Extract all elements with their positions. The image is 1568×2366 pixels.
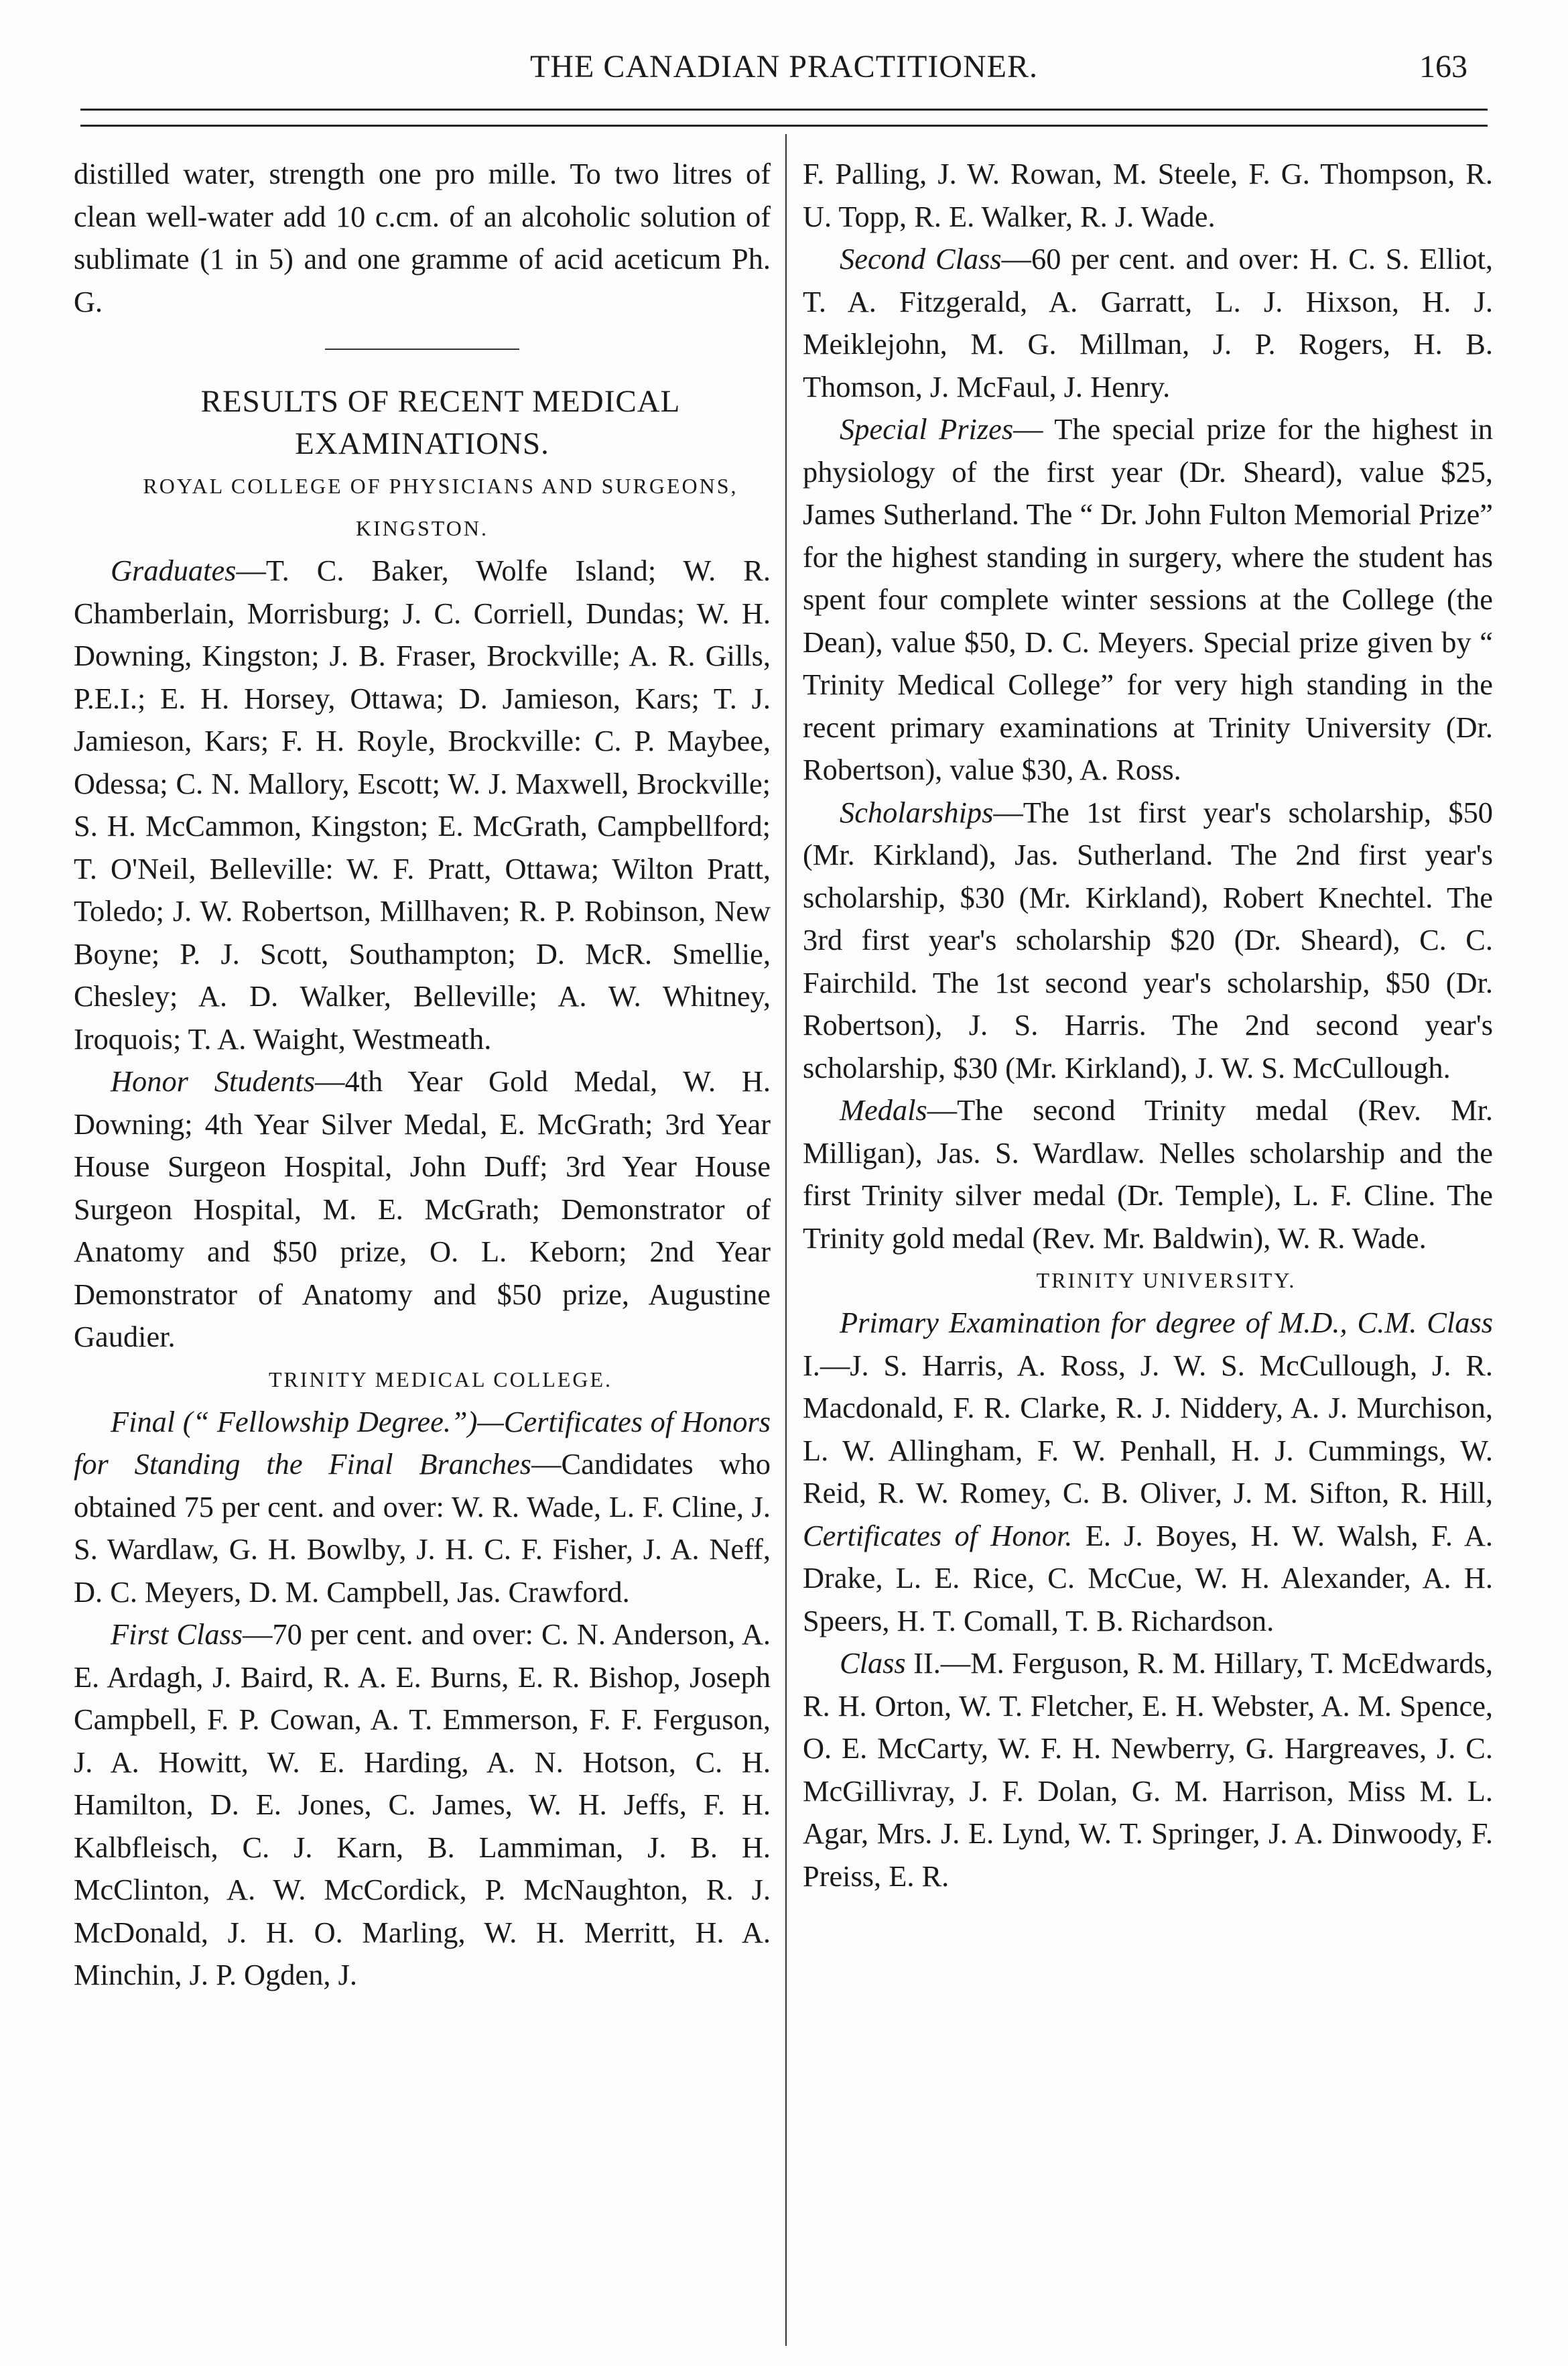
honor-text: —4th Year Gold Medal, W. H. Downing; 4th Year Silver Medal, E. McGrath; 3rd Year House Surgeon Hospital, John Duff; 3rd Year House Surgeon Hospital, M. E. McGrath; Demonstrator of Anatomy and $50 prize, O. L. Keborn; 2nd Year Demonstrator of Anatomy and $50 prize, Augustine Gaudier. <box>74 1064 771 1353</box>
honor-students-paragraph <box>74 1060 771 1359</box>
final-text: —Candidates who obtained 75 per cent. and over: W. R. Wade, L. F. Cline, J. S. Wardlaw, G. H. Bowlby, J. H. C. F. Fisher, J. A. Neff, D. C. Meyers, D. M. Campbell, Jas. Crawford. <box>74 1447 771 1609</box>
graduates-text: —T. C. Baker, Wolfe Island; W. R. Chamberlain, Morrisburg; J. C. Corriell, Dundas; W. H. Downing, Kingston; J. B. Fraser, Brockville; A. R. Gills, P.E.I.; E. H. Horsey, Ottawa; D. Jamieson, Kars; T. J. Jamieson, Kars; F. H. Royle, Brockville: C. P. Maybee, Odessa; C. N. Mallory, Escott; W. J. Maxwell, Brockville; S. H. McCammon, Kingston; E. McGrath, Campbellford; T. O'Neil, Belleville: W. F. Pratt, Ottawa; Wilton Pratt, Toledo; J. W. Robertson, Millhaven; R. P. Robinson, New Boyne; P. J. Scott, Southampton; D. McR. Smellie, Chesley; A. D. Walker, Belleville; A. W. Whitney, Iroquois; T. A. Waight, Westmeath. <box>74 554 771 1056</box>
medals-lead: Medals <box>840 1093 927 1127</box>
special-prizes-text: — The special prize for the highest in physiology of the first year (Dr. Sheard), value $25, James Sutherland. The “ Dr. John Fulton Memorial Prize” for the highest standing in surgery, where the student has spent four complete winter sessions at the College (the Dean), value $50, D. C. Meyers. Special prize given by “ Trinity Medical College” for very high standing in the recent primary examinations at Trinity University (Dr. Robertson), value $30, A. Ross. <box>803 412 1493 786</box>
medals-paragraph <box>803 1089 1493 1259</box>
final-paragraph <box>74 1401 771 1614</box>
header-rule-double <box>80 125 1488 127</box>
special-prizes-lead: Special Prizes <box>840 412 1014 446</box>
page-number: 163 <box>1419 49 1467 84</box>
final-lead: Final (“ Fellowship Degree.”)—Certificates of Honors for Standing the Final Branches <box>74 1404 771 1481</box>
class-two-lead: Class <box>840 1646 906 1680</box>
first-class-lead: First Class <box>111 1617 243 1651</box>
column-divider <box>785 134 787 2346</box>
class-two-text: II.—M. Ferguson, R. M. Hillary, T. McEdwards, R. H. Orton, W. T. Fletcher, E. H. Webster, A. M. Spence, O. E. McCarty, W. F. H. Newberry, G. Hargreaves, J. C. McGillivray, J. F. Dolan, G. M. Harrison, Miss M. L. Agar, Mrs. J. E. Lynd, W. T. Springer, J. A. Dinwoody, F. Preiss, E. R. <box>803 1646 1493 1893</box>
scholarships-paragraph <box>803 792 1493 1090</box>
section-divider <box>325 349 519 350</box>
scholarships-text: —The 1st first year's scholarship, $50 (Mr. Kirkland), Jas. Sutherland. The 2nd first year's scholarship, $30 (Mr. Kirkland), Robert Knechtel. The 3rd first year's scholarship $20 (Dr. Sheard), C. C. Fairchild. The 1st second year's scholarship, $50 (Dr. Robertson), J. S. Harris. The 2nd second year's scholarship, $30 (Mr. Kirkland), J. W. S. McCullough. <box>803 795 1493 1084</box>
primary-paragraph <box>803 1302 1493 1642</box>
graduates-lead: Graduates <box>111 554 237 587</box>
first-class-text: —70 per cent. and over: C. N. Anderson, A. E. Ardagh, J. Baird, R. A. E. Burns, E. R. Bishop, Joseph Campbell, F. P. Cowan, A. T. Emmerson, F. F. Ferguson, J. A. Howitt, W. E. Harding, A. N. Hotson, C. H. Hamilton, D. E. Jones, C. James, W. H. Jeffs, F. H. Kalbfleisch, C. J. Karn, B. Lammiman, J. B. H. McClinton, A. W. McCordick, P. McNaughton, R. J. McDonald, J. H. O. Marling, W. H. Merritt, H. A. Minchin, J. P. Ogden, J. <box>74 1617 771 1991</box>
second-class-lead: Second Class <box>840 242 1002 275</box>
primary-text: I.—J. S. Harris, A. Ross, J. W. S. McCullough, J. R. Macdonald, F. R. Clarke, R. J. Niddery, A. J. Murchison, L. W. Allingham, F. W. Penhall, H. J. Cummings, W. Reid, R. W. Romey, C. B. Oliver, J. M. Sifton, R. Hill, <box>803 1348 1493 1509</box>
running-title: THE CANADIAN PRACTITIONER. <box>530 49 1038 84</box>
running-head <box>0 48 1568 102</box>
second-class-text: —60 per cent. and over: H. C. S. Elliot, T. A. Fitzgerald, A. Garratt, L. J. Hixson, H. J. Meiklejohn, M. G. Millman, J. P. Rogers, H. B. Thomson, J. McFaul, J. Henry. <box>803 242 1493 403</box>
honor-lead: Honor Students <box>111 1064 316 1098</box>
left-column <box>74 153 771 1997</box>
scholarships-lead: Scholarships <box>840 795 994 829</box>
first-class-paragraph <box>74 1613 771 1997</box>
special-prizes-paragraph <box>803 408 1493 792</box>
section-heading: RESULTS OF RECENT MEDICAL EXAMINATIONS. <box>200 384 681 461</box>
second-class-paragraph <box>803 238 1493 408</box>
continued-paragraph: F. Palling, J. W. Rowan, M. Steele, F. G. Thompson, R. U. Topp, R. E. Walker, R. J. Wade. <box>803 157 1493 233</box>
primary-lead: Primary Examination for degree of M.D., C.M. Class <box>840 1306 1493 1339</box>
intro-paragraph: distilled water, strength one pro mille. To two litres of clean well-water add 10 c.cm. of an alcoholic solution of sublimate (1 in 5) and one gramme of acid aceticum Ph. G. <box>74 157 771 318</box>
class-two-paragraph <box>803 1642 1493 1897</box>
royal-college-heading: ROYAL COLLEGE OF PHYSICIANS AND SURGEONS, KINGSTON. <box>143 474 738 540</box>
trinity-college-heading: TRINITY MEDICAL COLLEGE. <box>268 1367 613 1391</box>
certificates-text: E. J. Boyes, H. W. Walsh, F. A. Drake, L. E. Rice, C. McCue, W. H. Alexander, A. H. Speers, H. T. Comall, T. B. Richardson. <box>803 1518 1494 1637</box>
right-column <box>803 153 1493 1897</box>
header-rule <box>80 109 1488 111</box>
graduates-paragraph <box>74 550 771 1060</box>
certificates-lead: Certificates of Honor. <box>803 1518 1073 1552</box>
trinity-university-heading: TRINITY UNIVERSITY. <box>1036 1268 1297 1292</box>
medals-text: —The second Trinity medal (Rev. Mr. Milligan), Jas. S. Wardlaw. Nelles scholarship and the first Trinity silver medal (Dr. Temple), L. F. Cline. The Trinity gold medal (Rev. Mr. Baldwin), W. R. Wade. <box>803 1093 1493 1255</box>
